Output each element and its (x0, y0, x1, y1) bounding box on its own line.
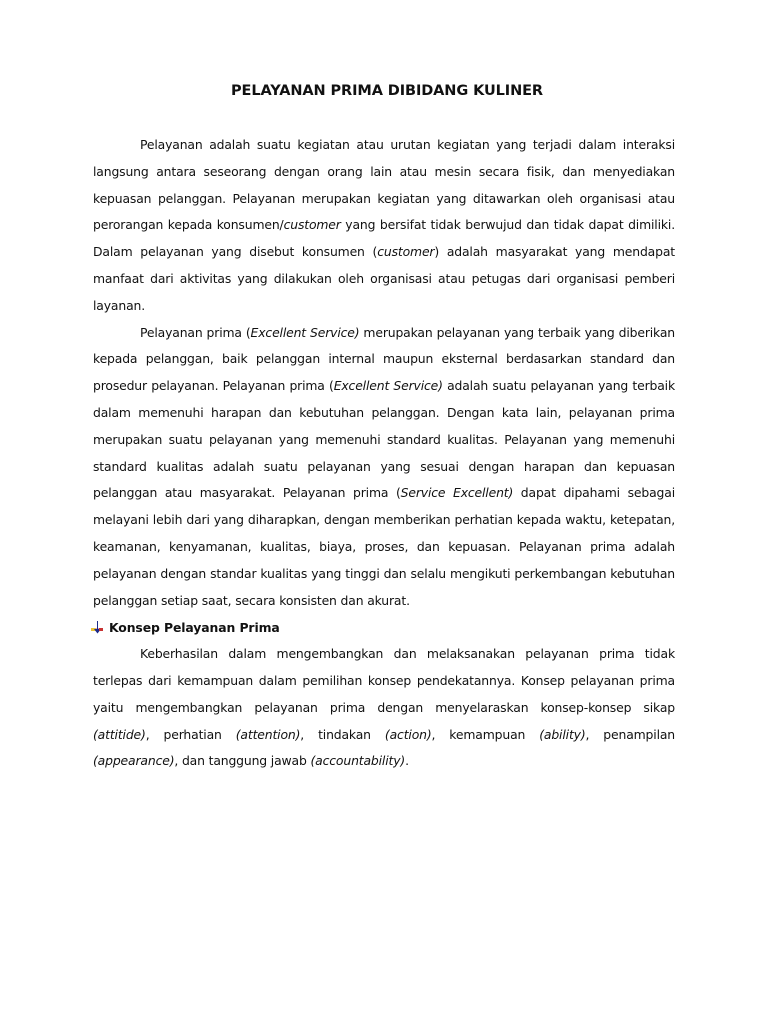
italic-term: customer (377, 244, 435, 260)
document-title: PELAYANAN PRIMA DIBIDANG KULINER (231, 83, 543, 99)
text-run: Pelayanan adalah suatu kegiatan atau urutan kegiatan yang terjadi dalam interaksi langsung antara seseorang dengan orang lain atau mesin secara fisik, dan menyediakan kepuasan pelanggan. Pelayanan merupakan kegiatan yang ditawarkan oleh organisasi atau perorangan kepada konsumen/ (93, 137, 675, 233)
text-run: adalah suatu pelayanan yang terbaik dalam memenuhi harapan dan kebutuhan pelanggan. Dengan kata lain, pelayanan prima merupakan suatu pelayanan yang memenuhi standard kualitas. Pelayanan yang memenuhi standard kualitas adalah suatu pelayanan yang sesuai dengan harapan dan kepuasan pelanggan atau masyarakat. Pelayanan prima ( (93, 378, 675, 501)
text-run: . (405, 753, 409, 769)
text-run: , penampilan (585, 726, 676, 742)
text-run: , dan tanggung jawab (174, 753, 311, 769)
document-body (93, 132, 675, 775)
italic-term: (appearance) (93, 753, 175, 769)
italic-term: (attitide) (93, 726, 146, 742)
text-run: dapat dipahami sebagai melayani lebih dari yang diharapkan, dengan memberikan perhatian kepada waktu, ketepatan, keamanan, kenyamanan, kualitas, biaya, proses, dan kepuasan. Pelayanan prima adalah pelayanan dengan standar kualitas yang tinggi dan selalu mengikuti perkembangan kebutuhan pelanggan setiap saat, secara konsisten dan akurat. (93, 485, 675, 608)
document-page (93, 78, 675, 775)
italic-term: Service Excellent) (400, 485, 514, 501)
section-heading (91, 614, 675, 641)
italic-term: customer (283, 217, 341, 233)
text-run: yang bersifat tidak berwujud dan tidak dapat dimiliki. Dalam pelayanan yang disebut konsumen ( (93, 217, 675, 260)
text-run: ) adalah masyarakat yang mendapat manfaat dari aktivitas yang dilakukan oleh organisasi atau petugas dari organisasi pemberi layanan. (93, 244, 675, 313)
text-run: Pelayanan prima ( (140, 324, 251, 340)
text-run: Keberhasilan dalam mengembangkan dan melaksanakan pelayanan prima tidak terlepas dari kemampuan dalam pemilihan konsep pendekatannya. Konsep pelayanan prima yaitu mengembangkan pelayanan prima dengan menyelaraskan konsep-konsep sikap (93, 646, 675, 715)
text-run: , kemampuan (431, 726, 540, 742)
section-heading-text: Konsep Pelayanan Prima (109, 620, 280, 636)
italic-term: Excellent Service) (250, 324, 360, 340)
italic-term: (ability) (539, 726, 586, 742)
paragraph-pelayanan-prima (93, 320, 675, 615)
text-run: merupakan pelayanan yang terbaik yang diberikan kepada pelanggan, baik pelanggan internal maupun eksternal berdasarkan standard dan prosedur pelayanan. Pelayanan prima ( (93, 324, 676, 394)
italic-term: Excellent Service) (333, 378, 443, 394)
italic-term: (action) (384, 726, 432, 742)
paragraph-pelayanan-definition (93, 132, 675, 320)
text-run: , tindakan (300, 726, 385, 742)
italic-term: (attention) (235, 726, 301, 742)
italic-term: (accountability) (310, 753, 406, 769)
text-run: , perhatian (145, 726, 236, 742)
bullet-arrow-icon (91, 621, 103, 634)
paragraph-konsep (93, 641, 675, 775)
